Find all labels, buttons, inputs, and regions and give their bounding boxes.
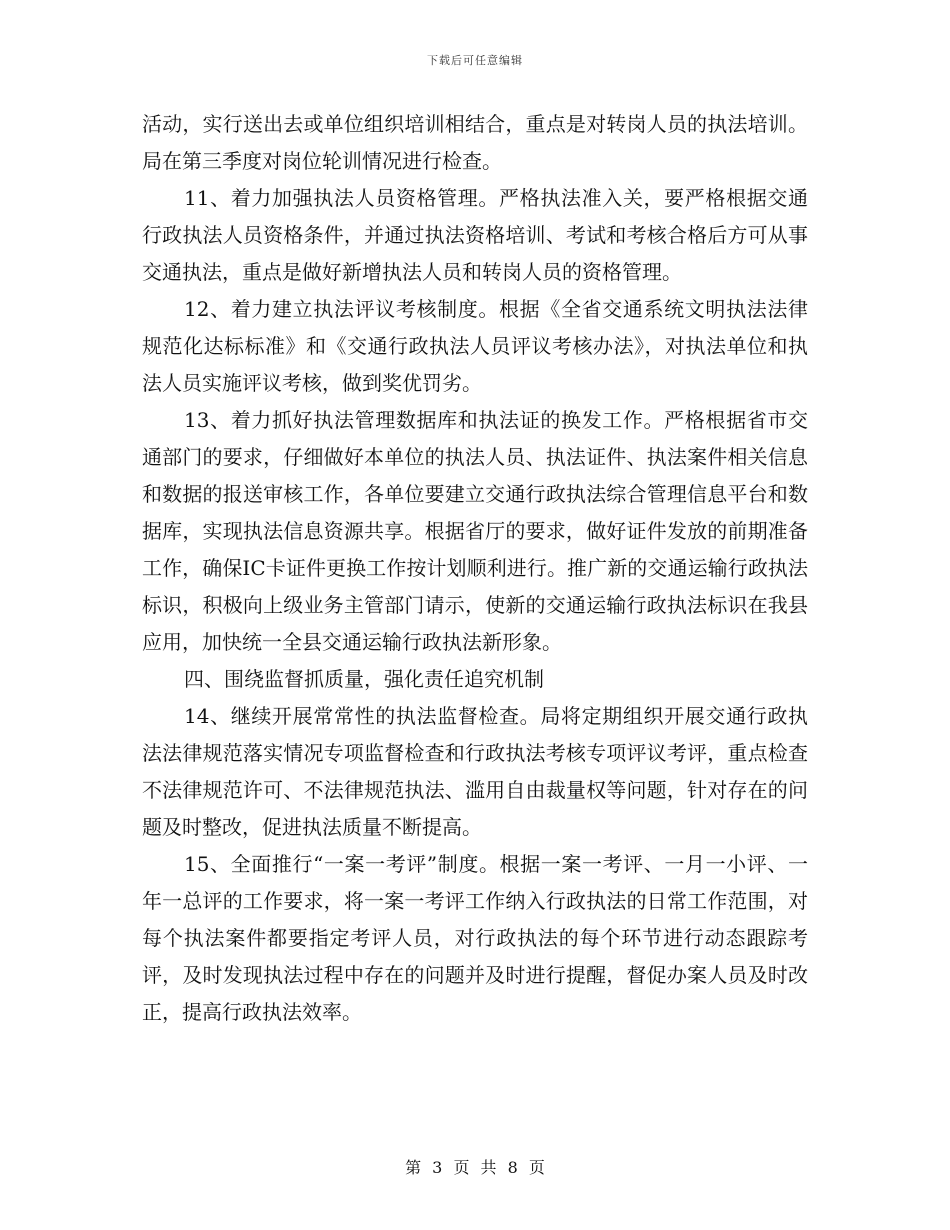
page-header: 下载后可任意编辑	[427, 54, 523, 67]
paragraph-item-11: 11、着力加强执法人员资格管理。严格执法准入关，要严格根据交通行政执法人员资格条件，并通过执法资格培训、考试和考核合格后方可从事交通执法，重点是做好新增执法人员和转岗人员的资格管理。	[142, 186, 808, 284]
paragraph-item-14: 14、继续开展常常性的执法监督检查。局将定期组织开展交通行政执法法律规范落实情况专项监督检查和行政执法考核专项评议考评，重点检查不法律规范许可、不法律规范执法、滥用自由裁量权等问题，针对存在的问题及时整改，促进执法质量不断提高。	[142, 704, 808, 839]
document-body	[142, 106, 808, 1031]
page-number: 第 3 页 共 8 页	[405, 1158, 545, 1177]
paragraph-item-12: 12、着力建立执法评议考核制度。根据《全省交通系统文明执法法律规范化达标标准》和《交通行政执法人员评议考核办法》，对执法单位和执法人员实施评议考核，做到奖优罚劣。	[142, 297, 808, 395]
paragraph-item-13: 13、着力抓好执法管理数据库和执法证的换发工作。严格根据省市交通部门的要求，仔细做好本单位的执法人员、执法证件、执法案件相关信息和数据的报送审核工作，各单位要建立交通行政执法综合管理信息平台和数据库，实现执法信息资源共享。根据省厅的要求，做好证件发放的前期准备工作，确保IC卡证件更换工作按计划顺利进行。推广新的交通运输行政执法标识，积极向上级业务主管部门请示，使新的交通运输行政执法标识在我县应用，加快统一全县交通运输行政执法新形象。	[142, 408, 808, 654]
paragraph-continuation: 活动，实行送出去或单位组织培训相结合，重点是对转岗人员的执法培训。局在第三季度对岗位轮训情况进行检查。	[142, 112, 808, 173]
section-heading-4: 四、围绕监督抓质量，强化责任追究机制	[184, 667, 544, 691]
paragraph-item-15: 15、全面推行“一案一考评”制度。根据一案一考评、一月一小评、一年一总评的工作要求，将一案一考评工作纳入行政执法的日常工作范围，对每个执法案件都要指定考评人员，对行政执法的每个环节进行动态跟踪考评，及时发现执法过程中存在的问题并及时进行提醒，督促办案人员及时改正，提高行政执法效率。	[142, 852, 808, 1024]
